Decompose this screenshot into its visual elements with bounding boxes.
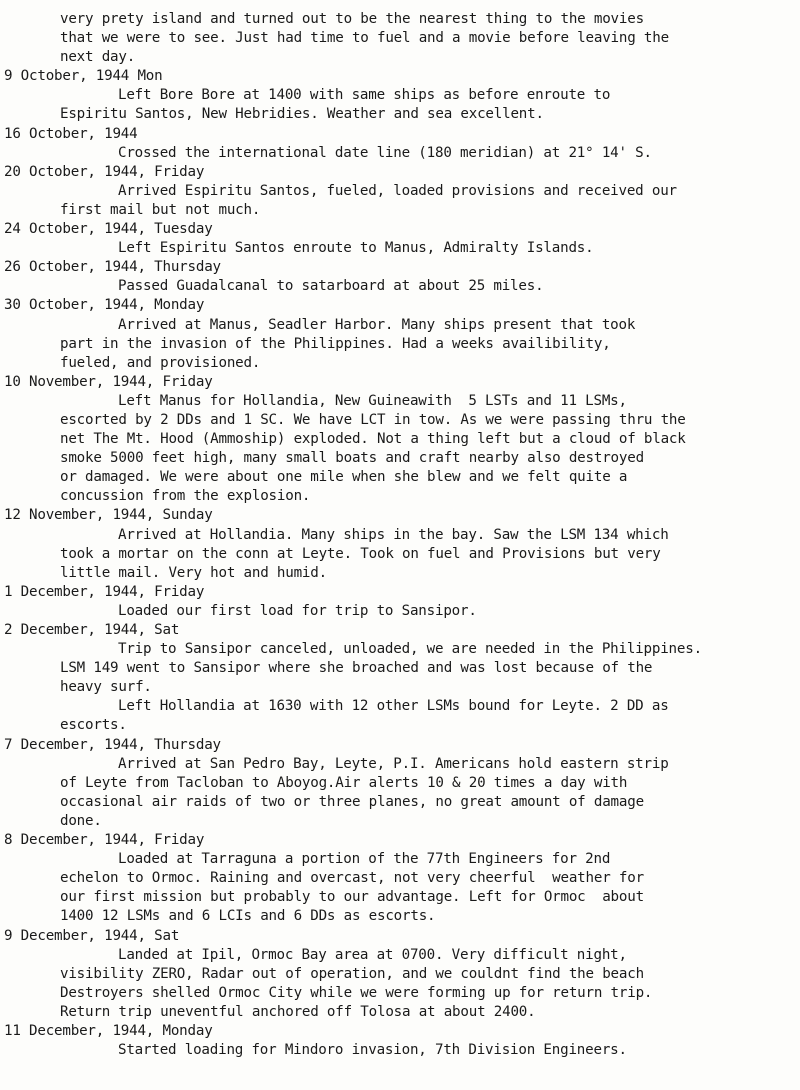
entry-text-line: Return trip uneventful anchored off Tolosa at about 2400. <box>60 1003 536 1020</box>
entry-date: 9 October, 1944 Mon <box>4 68 163 85</box>
entry-date: 20 October, 1944, Friday <box>4 163 205 180</box>
entry-date: 10 November, 1944, Friday <box>4 373 213 390</box>
entry-text-line: our first mission but probably to our advantage. Left for Ormoc about <box>60 889 644 906</box>
diary-entry <box>0 621 800 736</box>
entry-text-line: LSM 149 went to Sansipor where she broached and was lost because of the <box>60 660 653 677</box>
entry-date: 7 December, 1944, Thursday <box>4 736 221 753</box>
entry-text-line: occasional air raids of two or three planes, no great amount of damage <box>60 793 644 810</box>
entry-text-line: visibility ZERO, Radar out of operation, and we couldnt find the beach <box>60 965 644 982</box>
diary-entry <box>0 373 800 507</box>
entry-text-line: Arrived Espiritu Santos, fueled, loaded provisions and received our <box>118 182 677 199</box>
entry-text-line: heavy surf. <box>60 679 152 696</box>
entry-text-line: of Leyte from Tacloban to Aboyog.Air alerts 10 & 20 times a day with <box>60 774 628 791</box>
diary-entry <box>0 296 800 372</box>
intro-paragraph <box>0 10 800 67</box>
entry-text-line: net The Mt. Hood (Ammoship) exploded. Not a thing left but a cloud of black <box>60 431 686 448</box>
intro-line: that we were to see. Just had time to fuel and a movie before leaving the <box>60 30 669 47</box>
entry-date: 1 December, 1944, Friday <box>4 583 205 600</box>
entry-text-line: little mail. Very hot and humid. <box>60 564 327 581</box>
entry-text-line: escorted by 2 DDs and 1 SC. We have LCT in tow. As we were passing thru the <box>60 411 686 428</box>
diary-entry <box>0 736 800 831</box>
diary-entries <box>0 67 800 1060</box>
entry-text-line: Arrived at Manus, Seadler Harbor. Many ships present that took <box>118 316 636 333</box>
diary-entry <box>0 163 800 220</box>
diary-entry <box>0 220 800 258</box>
entry-date: 2 December, 1944, Sat <box>4 622 180 638</box>
entry-date: 26 October, 1944, Thursday <box>4 259 221 276</box>
entry-date: 11 December, 1944, Monday <box>4 1022 213 1039</box>
diary-entry <box>0 125 800 163</box>
diary-entry <box>0 583 800 621</box>
entry-text-line: concussion from the explosion. <box>60 488 311 505</box>
entry-text-line: Left Espiritu Santos enroute to Manus, Admiralty Islands. <box>118 240 594 257</box>
entry-text-line: Left Bore Bore at 1400 with same ships as before enroute to <box>118 87 611 104</box>
entry-text-line: or damaged. We were about one mile when she blew and we felt quite a <box>60 469 628 486</box>
diary-entry <box>0 506 800 582</box>
entry-text-line: 1400 12 LSMs and 6 LCIs and 6 DDs as escorts. <box>60 908 436 925</box>
entry-date: 30 October, 1944, Monday <box>4 297 205 314</box>
entry-text-line: part in the invasion of the Philippines. Had a weeks availibility, <box>60 335 611 352</box>
entry-text-line: Started loading for Mindoro invasion, 7th Division Engineers. <box>118 1042 627 1059</box>
entry-text-line: done. <box>60 812 102 829</box>
entry-text-line: escorts. <box>60 717 127 734</box>
entry-text-line: Trip to Sansipor canceled, unloaded, we are needed in the Philippines. <box>118 641 702 658</box>
entry-text-line: Arrived at San Pedro Bay, Leyte, P.I. Americans hold eastern strip <box>118 755 669 772</box>
entry-date: 9 December, 1944, Sat <box>4 927 180 944</box>
entry-text-line: Loaded at Tarraguna a portion of the 77th Engineers for 2nd <box>118 851 611 868</box>
entry-date: 12 November, 1944, Sunday <box>4 507 213 524</box>
entry-text-line: echelon to Ormoc. Raining and overcast, not very cheerful weather for <box>60 870 644 887</box>
entry-text-line: took a mortar on the conn at Leyte. Took on fuel and Provisions but very <box>60 545 661 562</box>
diary-entry <box>0 258 800 296</box>
entry-text-line: smoke 5000 feet high, many small boats and craft nearby also destroyed <box>60 450 644 467</box>
entry-text-line: Espiritu Santos, New Hebridies. Weather and sea excellent. <box>60 106 544 123</box>
diary-entry <box>0 67 800 124</box>
entry-text-line: Left Manus for Hollandia, New Guineawith 5 LSTs and 11 LSMs, <box>118 392 627 409</box>
diary-entry <box>0 831 800 926</box>
entry-text-line: Loaded our first load for trip to Sansipor. <box>118 602 477 619</box>
entry-date: 8 December, 1944, Friday <box>4 832 205 849</box>
intro-line: very prety island and turned out to be the nearest thing to the movies <box>60 11 644 27</box>
intro-line: next day. <box>60 49 136 66</box>
entry-text-line: first mail but not much. <box>60 201 261 218</box>
diary-entry <box>0 927 800 1022</box>
entry-text-line: Left Hollandia at 1630 with 12 other LSMs bound for Leyte. 2 DD as <box>118 698 669 715</box>
entry-text-line: Passed Guadalcanal to satarboard at about 25 miles. <box>118 278 544 295</box>
entry-date: 16 October, 1944 <box>4 125 138 142</box>
diary-entry <box>0 1022 800 1060</box>
entry-text-line: Crossed the international date line (180 meridian) at 21° 14' S. <box>118 144 652 161</box>
entry-text-line: fueled, and provisioned. <box>60 354 261 371</box>
entry-date: 24 October, 1944, Tuesday <box>4 221 213 238</box>
entry-text-line: Landed at Ipil, Ormoc Bay area at 0700. Very difficult night, <box>118 946 627 963</box>
entry-text-line: Arrived at Hollandia. Many ships in the bay. Saw the LSM 134 which <box>118 526 669 543</box>
entry-text-line: Destroyers shelled Ormoc City while we were forming up for return trip. <box>60 984 653 1001</box>
